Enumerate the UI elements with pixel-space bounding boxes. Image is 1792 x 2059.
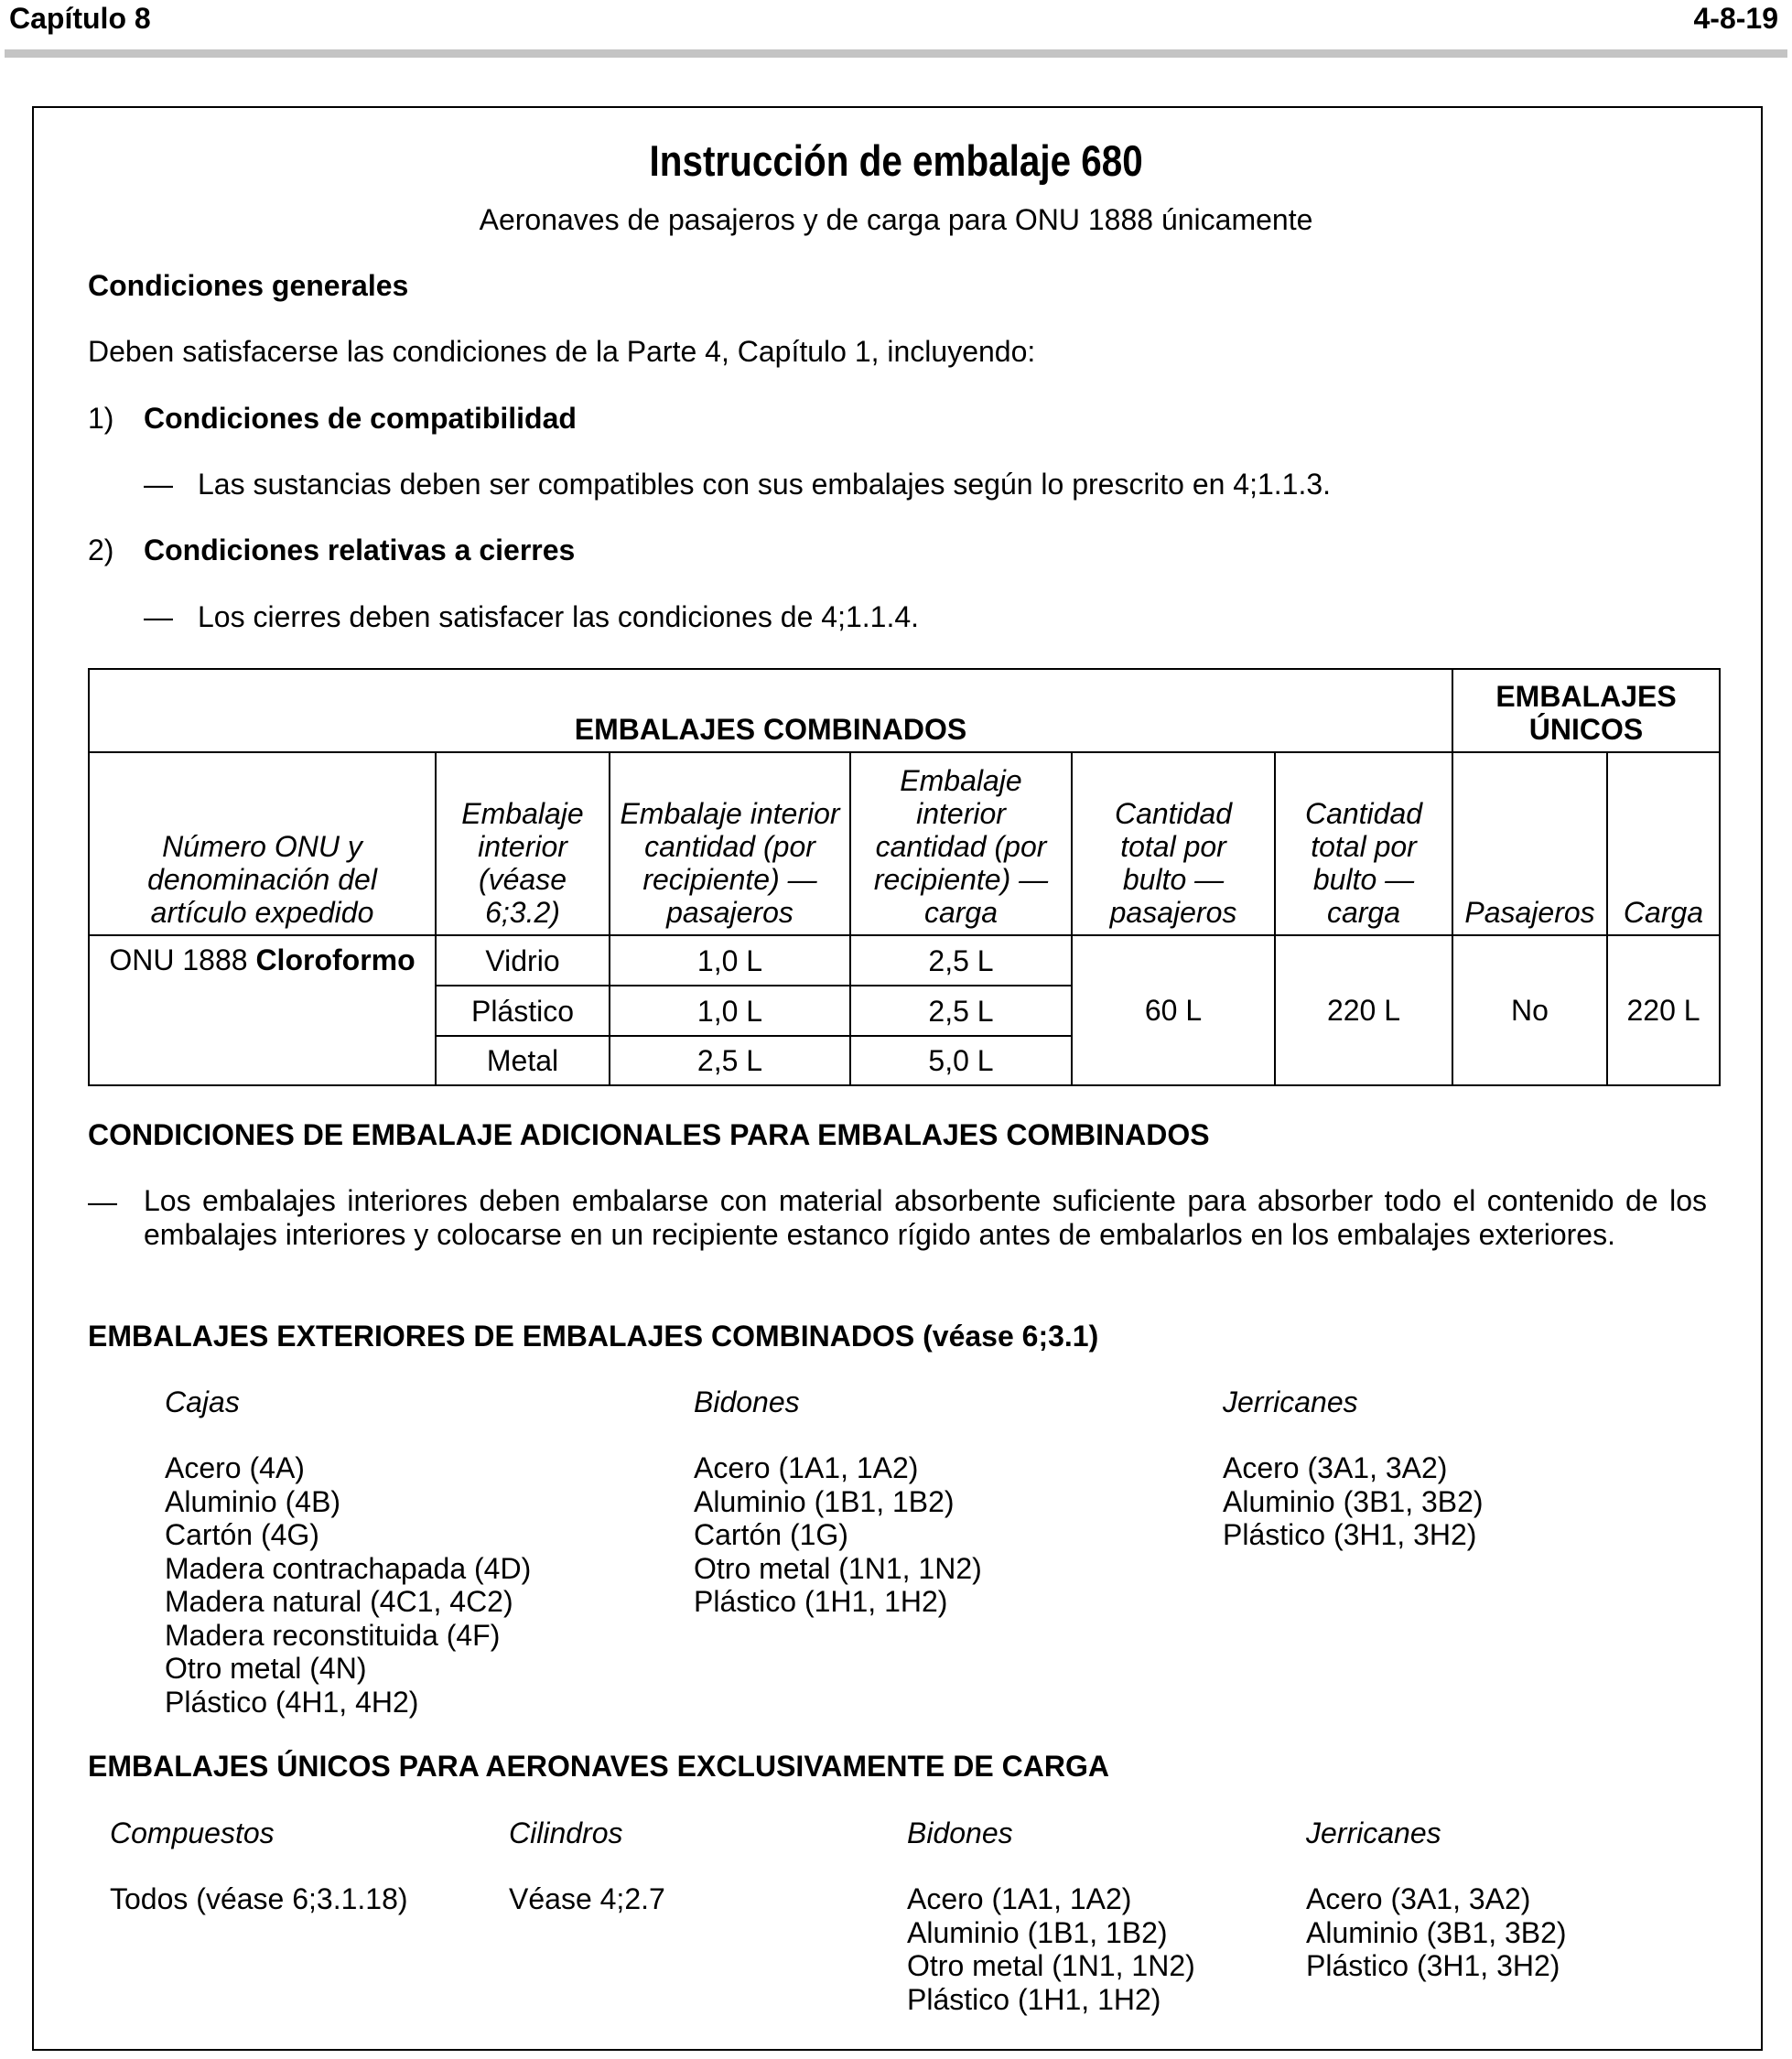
outer-col-3-list	[1223, 1451, 1484, 1552]
single-cargo-value: 220 L	[1607, 935, 1720, 1085]
item-2-text: Los cierres deben satisfacer las condiciones de 4;1.1.4.	[198, 600, 920, 633]
list-item: Véase 4;2.7	[509, 1882, 665, 1915]
outer-col-2-title: Bidones	[694, 1385, 800, 1418]
outer-col-2-list	[694, 1451, 982, 1619]
additional-heading: CONDICIONES DE EMBALAJE ADICIONALES PARA EMBALAJES COMBINADOS	[88, 1118, 1210, 1151]
general-heading: Condiciones generales	[88, 269, 409, 302]
list-item: Aluminio (1B1, 1B2)	[907, 1915, 1168, 1949]
item-1-heading: Condiciones de compatibilidad	[144, 402, 577, 435]
single-col-2-title: Cilindros	[509, 1816, 623, 1849]
item-2-heading: Condiciones relativas a cierres	[144, 534, 576, 566]
single-col-3-list	[907, 1882, 1195, 2016]
list-item: Aluminio (3B1, 3B2)	[1306, 1915, 1567, 1949]
row-1-qty-cargo: 2,5 L	[850, 935, 1072, 986]
list-item: Aluminio (1B1, 1B2)	[694, 1484, 955, 1518]
row-1-qty-passenger: 1,0 L	[610, 935, 850, 986]
additional-text: Los embalajes interiores deben embalarse con material absorbente suficiente para absorber todo el contenido de los embalajes interiores y colocarse en un recipiente estanco rígido antes de embalarlos en los embalajes exteriores.	[144, 1184, 1707, 1251]
list-item: Plástico (3H1, 3H2)	[1306, 1949, 1560, 1982]
un-number: ONU 1888	[109, 943, 248, 976]
header-combined-group: EMBALAJES COMBINADOS	[89, 669, 1452, 752]
total-passenger-value: 60 L	[1072, 935, 1275, 1085]
item-2-number: 2)	[88, 534, 114, 566]
list-item: Acero (4A)	[165, 1451, 305, 1484]
list-item: Aluminio (4B)	[165, 1484, 341, 1518]
row-1-inner: Vidrio	[436, 935, 610, 986]
list-item: Madera natural (4C1, 4C2)	[165, 1585, 513, 1618]
single-col-4-title: Jerricanes	[1306, 1816, 1441, 1849]
page-title: Instrucción de embalaje 680	[649, 136, 1143, 185]
list-item: Todos (véase 6;3.1.18)	[110, 1882, 408, 1915]
list-item: Plástico (1H1, 1H2)	[907, 1982, 1161, 2016]
packing-table	[88, 668, 1721, 1086]
header-total-cargo: Cantidad total por bulto — carga	[1275, 752, 1452, 935]
page-subtitle: Aeronaves de pasajeros y de carga para ONU 1888 únicamente	[479, 203, 1313, 236]
list-item: Plástico (4H1, 4H2)	[165, 1685, 419, 1719]
single-col-3-title: Bidones	[907, 1816, 1013, 1849]
header-rule	[5, 49, 1787, 58]
row-2-qty-passenger: 1,0 L	[610, 986, 850, 1036]
header-total-passenger: Cantidad total por bulto — pasajeros	[1072, 752, 1275, 935]
general-intro: Deben satisfacerse las condiciones de la Parte 4, Capítulo 1, incluyendo:	[88, 335, 1036, 368]
header-single-group: EMBALAJES ÚNICOS	[1452, 669, 1720, 752]
single-col-2-list	[509, 1882, 665, 1916]
header-un-name: Número ONU y denominación del artículo expedido	[89, 752, 436, 935]
list-item: Acero (3A1, 3A2)	[1306, 1882, 1531, 1915]
page-number: 4-8-19	[1693, 2, 1778, 35]
header-inner-qty-cargo: Embalaje interior cantidad (por recipiente) — carga	[850, 752, 1072, 935]
list-item: Madera contrachapada (4D)	[165, 1551, 532, 1585]
item-2-dash: —	[144, 600, 173, 633]
row-2-qty-cargo: 2,5 L	[850, 986, 1072, 1036]
list-item: Plástico (1H1, 1H2)	[694, 1585, 948, 1618]
list-item: Cartón (4G)	[165, 1518, 319, 1551]
outer-col-3-title: Jerricanes	[1223, 1385, 1358, 1418]
header-single-cargo: Carga	[1607, 752, 1720, 935]
single-col-1-title: Compuestos	[110, 1816, 275, 1849]
row-2-inner: Plástico	[436, 986, 610, 1036]
total-cargo-value: 220 L	[1275, 935, 1452, 1085]
row-3-inner: Metal	[436, 1036, 610, 1085]
header-inner-qty-passenger: Embalaje interior cantidad (por recipiente) — pasajeros	[610, 752, 850, 935]
outer-col-1-list	[165, 1451, 531, 1719]
single-passenger-value: No	[1452, 935, 1607, 1085]
list-item: Acero (1A1, 1A2)	[907, 1882, 1132, 1915]
additional-dash: —	[88, 1185, 117, 1218]
header-inner-packaging: Embalaje interior (véase 6;3.2)	[436, 752, 610, 935]
un-name: Cloroformo	[255, 943, 416, 976]
list-item: Madera reconstituida (4F)	[165, 1618, 501, 1652]
outer-col-1-title: Cajas	[165, 1385, 240, 1418]
list-item: Otro metal (1N1, 1N2)	[907, 1949, 1195, 1982]
row-3-qty-passenger: 2,5 L	[610, 1036, 850, 1085]
item-1-dash: —	[144, 468, 173, 501]
un-cell	[89, 935, 436, 1085]
list-item: Otro metal (4N)	[165, 1652, 367, 1685]
list-item: Plástico (3H1, 3H2)	[1223, 1518, 1477, 1551]
list-item: Aluminio (3B1, 3B2)	[1223, 1484, 1484, 1518]
list-item: Acero (3A1, 3A2)	[1223, 1451, 1448, 1484]
list-item: Otro metal (1N1, 1N2)	[694, 1551, 982, 1585]
list-item: Cartón (1G)	[694, 1518, 848, 1551]
item-1-text: Las sustancias deben ser compatibles con sus embalajes según lo prescrito en 4;1.1.3.	[198, 468, 1332, 501]
single-col-4-list	[1306, 1882, 1567, 1983]
list-item: Acero (1A1, 1A2)	[694, 1451, 919, 1484]
single-heading: EMBALAJES ÚNICOS PARA AERONAVES EXCLUSIVAMENTE DE CARGA	[88, 1750, 1109, 1783]
single-col-1-list	[110, 1882, 408, 1916]
outer-heading: EMBALAJES EXTERIORES DE EMBALAJES COMBINADOS (véase 6;3.1)	[88, 1320, 1099, 1353]
chapter-label: Capítulo 8	[9, 2, 151, 35]
item-1-number: 1)	[88, 402, 114, 435]
row-3-qty-cargo: 5,0 L	[850, 1036, 1072, 1085]
running-head	[9, 2, 1783, 42]
header-single-passenger: Pasajeros	[1452, 752, 1607, 935]
